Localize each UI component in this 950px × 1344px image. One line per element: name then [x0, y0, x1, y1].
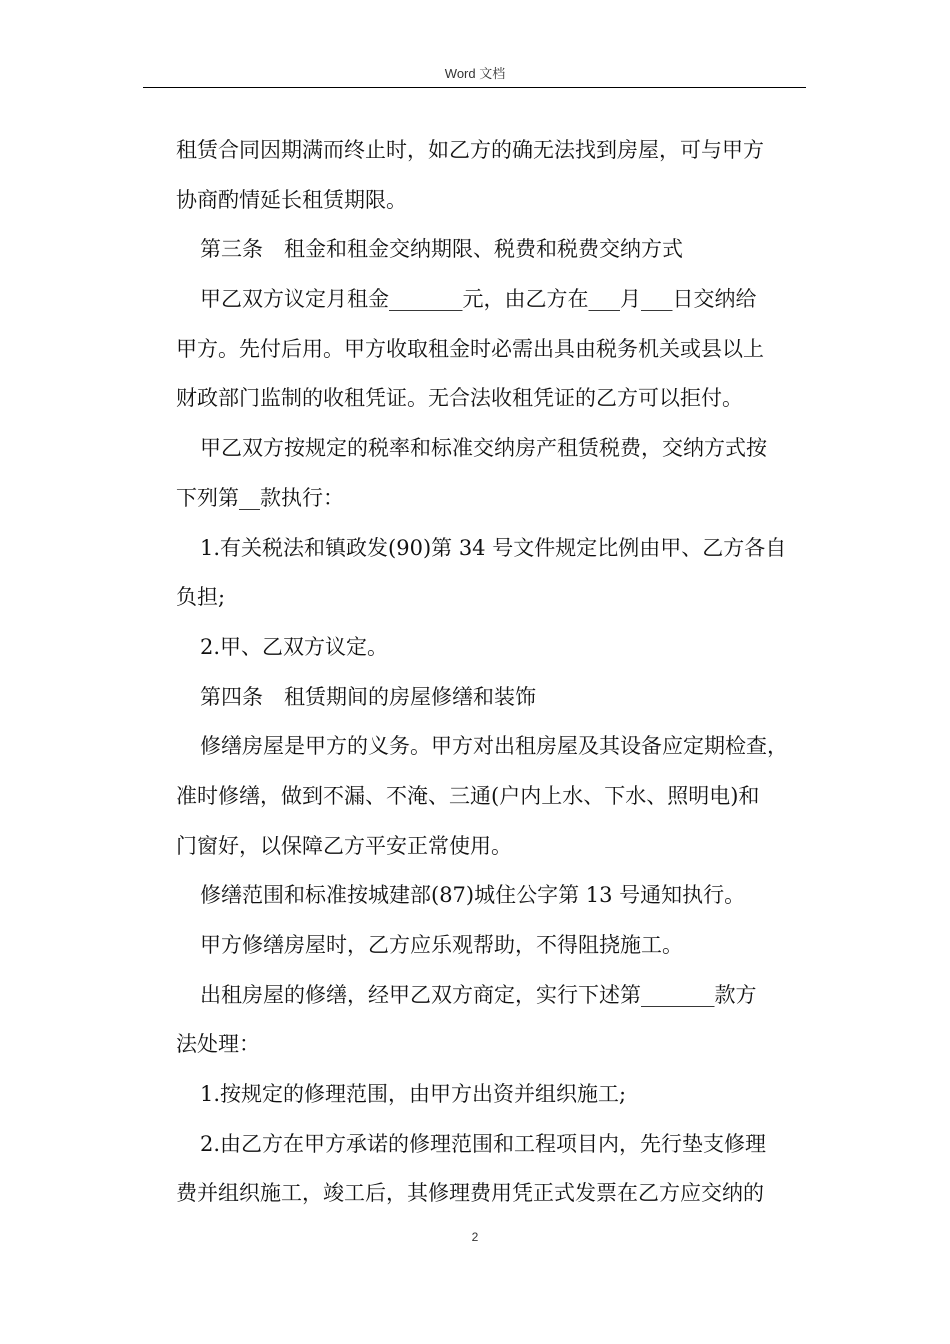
- text-line-13: 修缮房屋是甲方的义务。甲方对出租房屋及其设备应定期检查，: [200, 734, 788, 759]
- text-line-19: 法处理：: [176, 1032, 260, 1057]
- text-line-8: 下列第__款执行：: [176, 485, 344, 510]
- page-header: Word 文档: [444, 66, 506, 81]
- header-divider: [143, 87, 806, 88]
- list-item-1: 1.有关税法和镇政发(90)第 34 号文件规定比例由甲、乙方各自: [200, 535, 787, 560]
- page-number: 2: [471, 1230, 479, 1244]
- list-item-4: 2.由乙方在甲方承诺的修理范围和工程项目内，先行垫支修理: [200, 1131, 767, 1156]
- article-heading-3: 第三条 租金和租金交纳期限、税费和税费交纳方式: [200, 237, 683, 262]
- text-line-22: 费并组织施工，竣工后，其修理费用凭正式发票在乙方应交纳的: [176, 1181, 764, 1206]
- text-line-7: 甲乙双方按规定的税率和标准交纳房产租赁税费，交纳方式按: [200, 436, 767, 461]
- list-item-3: 1.按规定的修理范围，由甲方出资并组织施工;: [200, 1082, 627, 1107]
- document-body: [176, 126, 816, 1219]
- text-line-15: 门窗好，以保障乙方平安正常使用。: [176, 833, 512, 858]
- text-line-10: 负担;: [176, 585, 226, 610]
- text-line-6: 财政部门监制的收租凭证。无合法收租凭证的乙方可以拒付。: [176, 386, 743, 411]
- text-line-1: 租赁合同因期满而终止时，如乙方的确无法找到房屋，可与甲方: [176, 138, 764, 162]
- text-line-16: 修缮范围和标准按城建部(87)城住公字第 13 号通知执行。: [200, 883, 746, 908]
- text-line-2: 协商酌情延长租赁期限。: [176, 187, 407, 212]
- list-item-2: 2.甲、乙双方议定。: [200, 634, 389, 659]
- article-heading-4: 第四条 租赁期间的房屋修缮和装饰: [200, 684, 536, 709]
- text-line-17: 甲方修缮房屋时，乙方应乐观帮助，不得阻挠施工。: [200, 933, 683, 957]
- text-line-4: 甲乙双方议定月租金_______元，由乙方在___月___日交纳给: [200, 287, 757, 312]
- text-line-14: 准时修缮，做到不漏、不淹、三通(户内上水、下水、照明电)和: [176, 783, 760, 808]
- text-line-5: 甲方。先付后用。甲方收取租金时必需出具由税务机关或县以上: [176, 336, 764, 361]
- text-line-18: 出租房屋的修缮，经甲乙双方商定，实行下述第_______款方: [200, 982, 757, 1007]
